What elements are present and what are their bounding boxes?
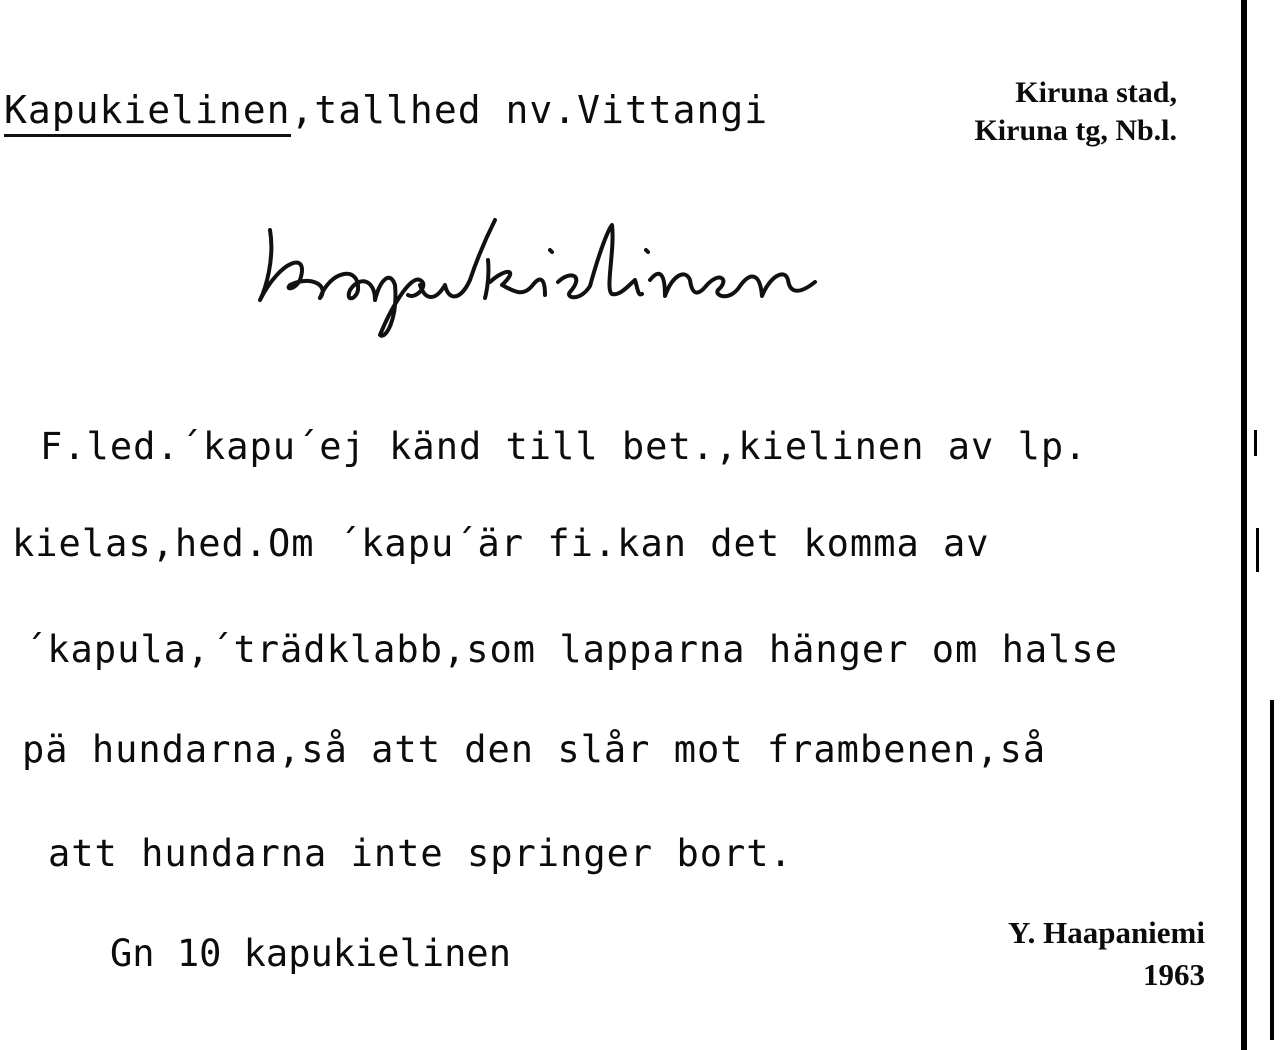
place-block xyxy=(974,74,1177,150)
edge-mark xyxy=(1254,430,1257,456)
headword-line xyxy=(4,88,768,132)
headword-description: ,tallhed nv.Vittangi xyxy=(290,88,769,132)
author-name: Y. Haapaniemi xyxy=(1008,915,1205,950)
body-line-5: att hundarna inte springer bort. xyxy=(48,832,793,875)
body-line-3: ´kapula,´trädklabb,som lapparna hänger om halse xyxy=(24,628,1118,671)
year: 1963 xyxy=(1143,957,1205,992)
place-line-1: Kiruna stad, xyxy=(1015,76,1177,109)
handwritten-signature-drawing xyxy=(240,190,940,350)
author-block xyxy=(1008,912,1205,996)
edge-mark xyxy=(1270,700,1274,1040)
handwritten-headword xyxy=(240,190,940,350)
body-line-2: kielas,hed.Om ´kapu´är fi.kan det komma av xyxy=(12,522,990,565)
card-edge-line xyxy=(1241,0,1247,1050)
body-line-4: pä hundarna,så att den slår mot frambenen,så xyxy=(22,728,1047,771)
place-line-2: Kiruna tg, Nb.l. xyxy=(974,114,1177,147)
headword: Kapukielinen xyxy=(4,88,291,137)
body-line-1: F.led.´kapu´ej känd till bet.,kielinen av lp. xyxy=(40,425,1088,468)
reference: Gn 10 kapukielinen xyxy=(110,932,511,975)
edge-mark xyxy=(1256,528,1259,572)
